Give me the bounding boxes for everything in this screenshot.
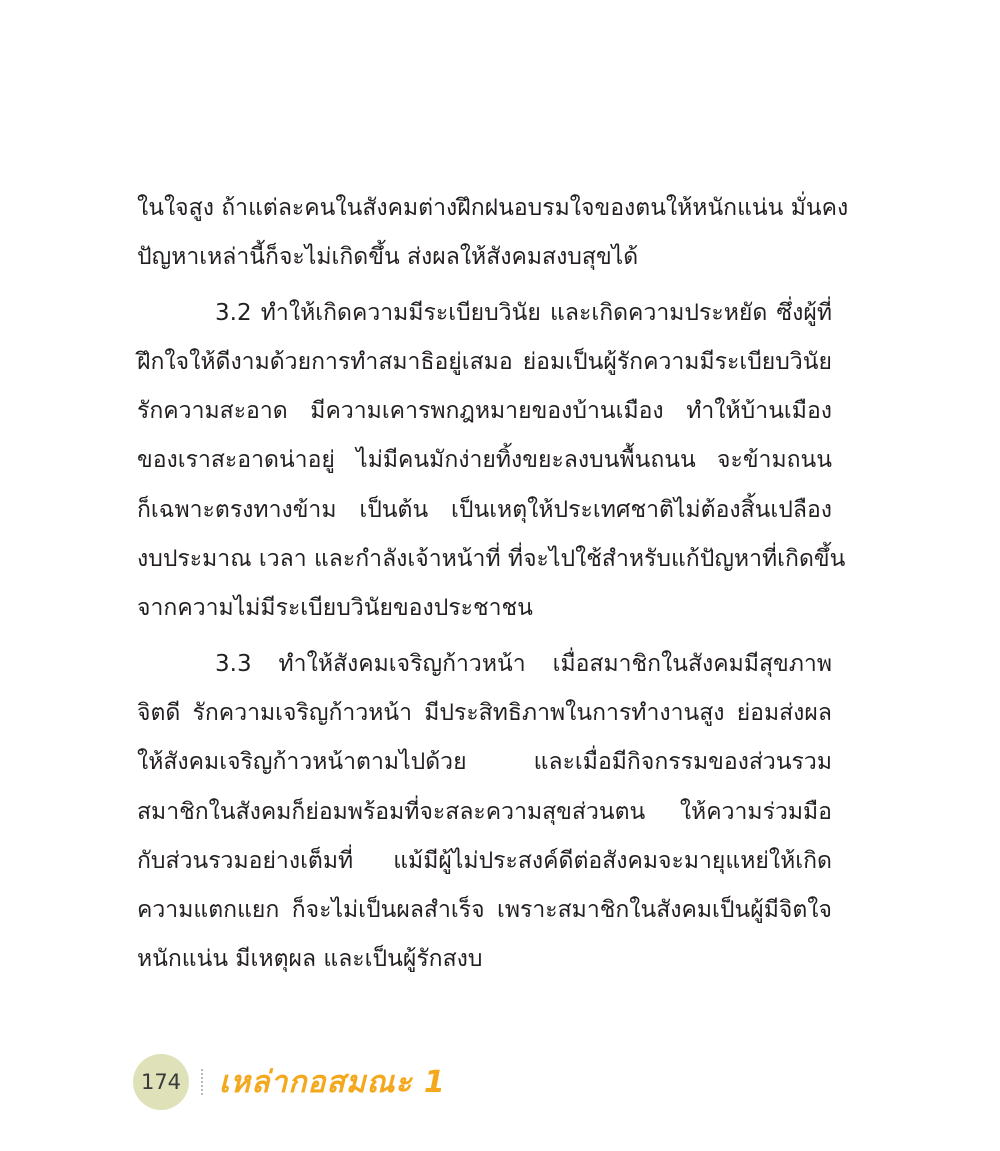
text-line: จิตดี รักความเจริญก้าวหน้า มีประสิทธิภาพในการทำงานสูง ย่อมส่งผล bbox=[137, 699, 832, 726]
text-line: สมาชิกในสังคมก็ย่อมพร้อมที่จะสละความสุขส่วนตน ให้ความร่วมมือ bbox=[137, 798, 832, 825]
text-line: ในใจสูง ถ้าแต่ละคนในสังคมต่างฝึกฝนอบรมใจของตนให้หนักแน่น มั่นคง bbox=[137, 195, 849, 221]
paragraph-1 bbox=[137, 184, 849, 283]
text-line: รักความสะอาด มีความเคารพกฎหมายของบ้านเมือง ทำให้บ้านเมือง bbox=[137, 398, 832, 425]
text-line: จากความไม่มีระเบียบวินัยของประชาชน bbox=[137, 595, 533, 622]
text-line: ปัญหาเหล่านี้ก็จะไม่เกิดขึ้น ส่งผลให้สังคมสงบสุขได้ bbox=[137, 244, 639, 271]
text-line: ให้สังคมเจริญก้าวหน้าตามไปด้วย และเมื่อมีกิจกรรมของส่วนรวม bbox=[137, 749, 832, 776]
text-line: ความแตกแยก ก็จะไม่เป็นผลสำเร็จ เพราะสมาชิกในสังคมเป็นผู้มีจิตใจ bbox=[137, 897, 832, 924]
text-line: 3.2 ทำให้เกิดความมีระเบียบวินัย และเกิดความประหยัด ซึ่งผู้ที่ bbox=[215, 299, 832, 326]
book-title: เหล่ากอสมณะ 1 bbox=[219, 1064, 446, 1100]
text-line: ก็เฉพาะตรงทางข้าม เป็นต้น เป็นเหตุให้ประเทศชาติไม่ต้องสิ้นเปลือง bbox=[137, 496, 832, 523]
text-line: 3.3 ทำให้สังคมเจริญก้าวหน้า เมื่อสมาชิกในสังคมมีสุขภาพ bbox=[215, 650, 832, 677]
paragraph-3 bbox=[137, 640, 832, 985]
page-body bbox=[137, 184, 849, 985]
text-line: ฝึกใจให้ดีงามด้วยการทำสมาธิอยู่เสมอ ย่อมเป็นผู้รักความมีระเบียบวินัย bbox=[137, 348, 832, 375]
text-line: งบประมาณ เวลา และกำลังเจ้าหน้าที่ ที่จะไปใช้สำหรับแก้ปัญหาที่เกิดขึ้น bbox=[137, 546, 846, 573]
paragraph-2 bbox=[137, 289, 846, 634]
page-number: 174 bbox=[140, 1070, 182, 1094]
footer-divider bbox=[201, 1069, 203, 1095]
text-line: ของเราสะอาดน่าอยู่ ไม่มีคนมักง่ายทิ้งขยะลงบนพื้นถนน จะข้ามถนน bbox=[137, 447, 832, 474]
page-footer bbox=[133, 1054, 446, 1110]
text-line: กับส่วนรวมอย่างเต็มที่ แม้มีผู้ไม่ประสงค์ดีต่อสังคมจะมายุแหย่ให้เกิด bbox=[137, 847, 832, 874]
page-number-badge bbox=[133, 1054, 189, 1110]
text-line: หนักแน่น มีเหตุผล และเป็นผู้รักสงบ bbox=[137, 946, 483, 973]
